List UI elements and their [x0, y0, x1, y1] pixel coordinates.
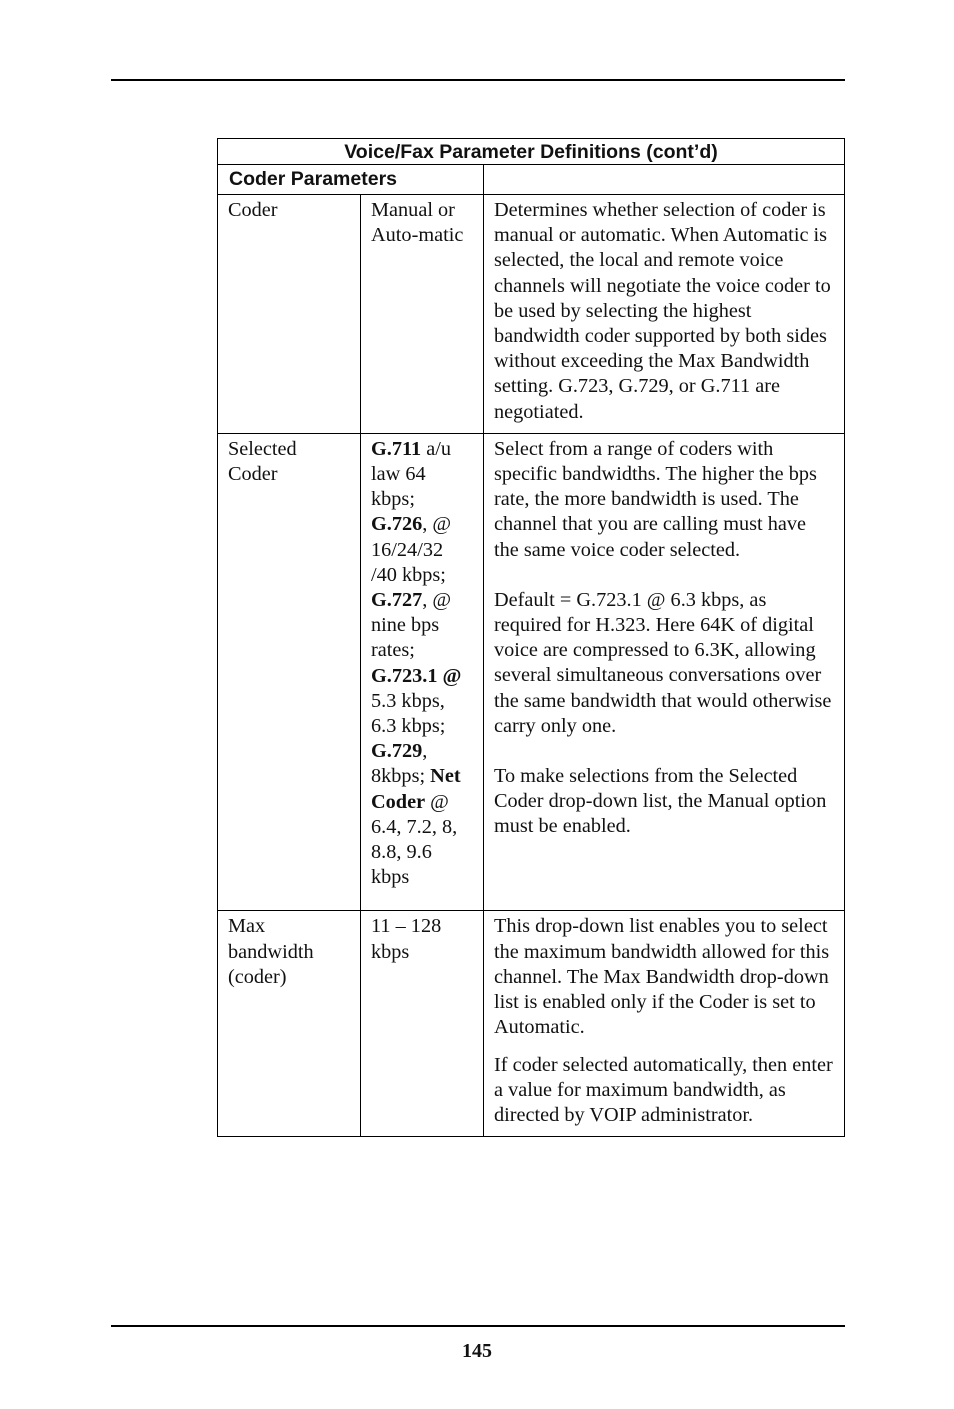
coder-name: G.727 — [371, 589, 423, 612]
section-title: Coder Parameters — [218, 165, 484, 195]
coder-detail: , @ 16/24/32 /40 kbps; — [371, 513, 452, 586]
description-paragraph: Determines whether selection of coder is manual or automatic. When Automatic is selected, the local and remote voice channels will negotiate the voice coder to be used by selecting the highest bandwidth coder supported by both sides without exceeding the Max Bandwidth setting. G.723, G.729, or G.711 are negotiated. — [494, 199, 831, 423]
description-paragraph: This drop-down list enables you to select the maximum bandwidth allowed for this channel. The Max Bandwidth drop-down list is enabled only if the Coder is set to Automatic. — [494, 915, 830, 1039]
coder-detail: , 8kbps; — [371, 740, 428, 788]
parameter-values — [361, 433, 484, 911]
coder-name: G.726 — [371, 513, 423, 536]
coder-option — [371, 740, 427, 787]
spacer — [494, 1041, 834, 1053]
table-title: Voice/Fax Parameter Definitions (cont’d) — [218, 139, 845, 165]
coder-detail: a/u law 64 kbps; — [371, 437, 452, 511]
table-row — [218, 911, 845, 1137]
coder-name: G.711 — [371, 437, 422, 460]
coder-detail: 5.3 kbps, 6.3 kbps; — [371, 689, 446, 738]
description-paragraph: Select from a range of coders with specific bandwidths. The higher the bps rate, the more bandwidth is used. The channel that you are calling must have the same voice coder selected. — [494, 437, 817, 561]
parameter-description — [484, 911, 845, 1137]
coder-option — [371, 589, 451, 661]
table-row — [218, 195, 845, 434]
spacer — [494, 739, 834, 764]
header-rule — [111, 79, 845, 81]
coder-option — [371, 665, 461, 737]
footer-rule — [111, 1325, 845, 1327]
parameter-description — [484, 195, 845, 434]
table-title-row — [218, 139, 845, 165]
coder-name: G.729 — [371, 740, 423, 763]
coder-option — [371, 513, 451, 585]
page-number: 145 — [462, 1340, 492, 1362]
coder-name: Net Coder — [371, 765, 461, 813]
description-paragraph: If coder selected automatically, then enter a value for maximum bandwidth, as directed by VOIP administrator. — [494, 1053, 833, 1126]
parameter-description — [484, 433, 845, 911]
section-header-row — [218, 165, 845, 195]
coder-detail: @ 6.4, 7.2, 8, 8.8, 9.6 kbps — [371, 790, 458, 889]
description-paragraph: To make selections from the Selected Coder drop-down list, the Manual option must be enabled. — [494, 765, 827, 838]
coder-name: G.723.1 @ — [371, 664, 462, 687]
parameter-name: Max bandwidth (coder) — [218, 911, 361, 1137]
parameter-definitions-table — [217, 138, 845, 1137]
coder-detail: , @ nine bps rates; — [371, 589, 452, 662]
parameter-values: Manual or Auto-matic — [361, 195, 484, 434]
coder-option — [371, 438, 451, 510]
section-empty-cell — [484, 165, 845, 195]
parameter-values: 11 – 128 kbps — [361, 911, 484, 1137]
spacer — [371, 890, 473, 902]
parameter-name: Selected Coder — [218, 433, 361, 911]
description-paragraph: Default = G.723.1 @ 6.3 kbps, as required for H.323. Here 64K of digital voice are compressed to 6.3K, allowing several simultaneous conversations over the same bandwidth that would otherwise carry only one. — [494, 588, 832, 737]
spacer — [494, 563, 834, 588]
table-row — [218, 433, 845, 911]
parameter-name: Coder — [218, 195, 361, 434]
